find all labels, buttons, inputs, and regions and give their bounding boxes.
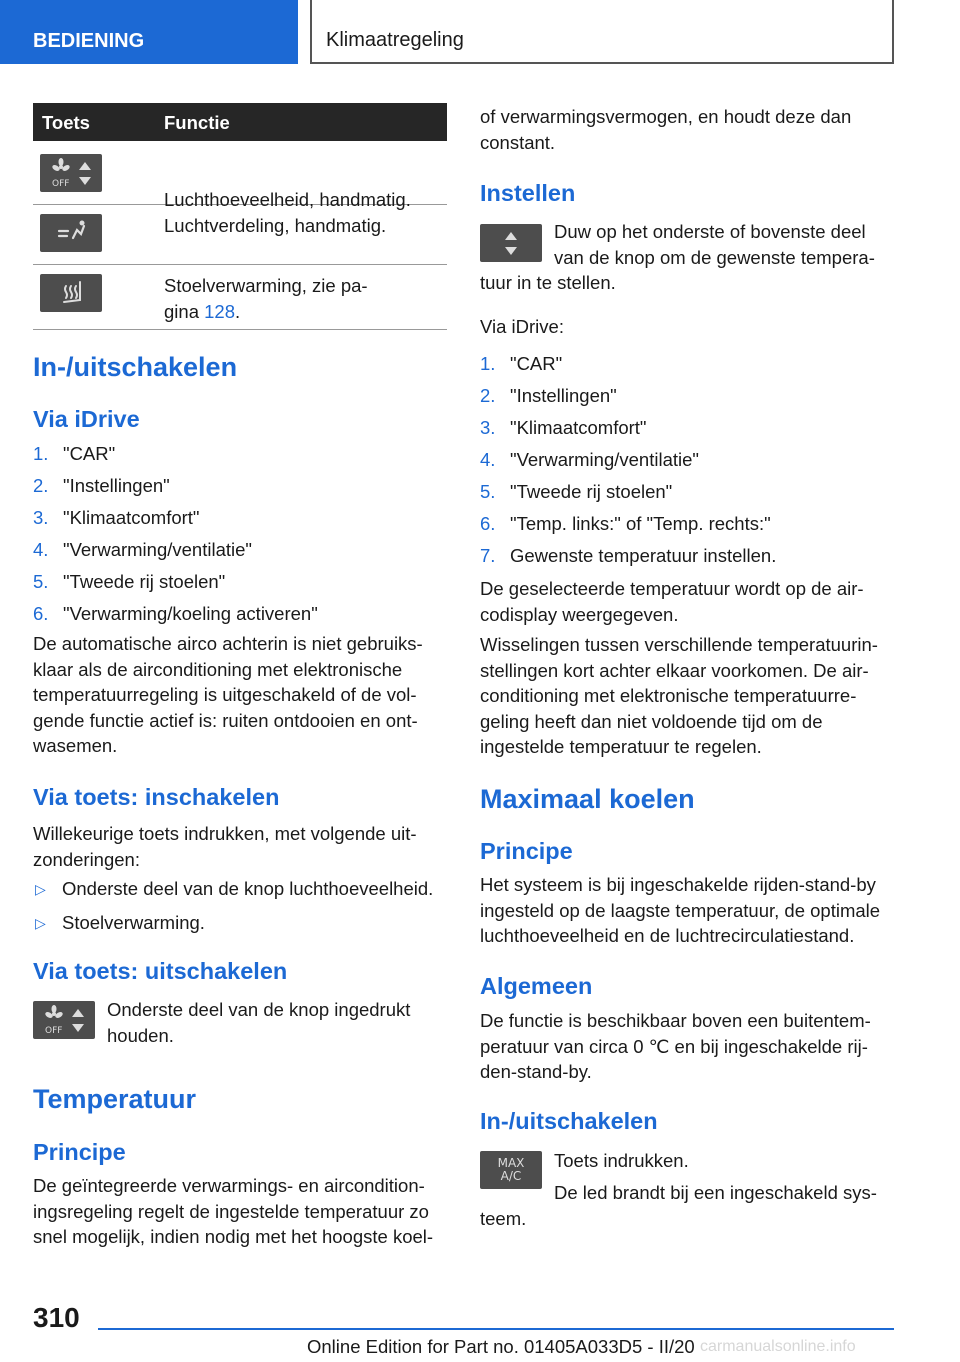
key-function-table [33, 103, 447, 330]
list-item: 7. Gewenste temperatuur instellen. [480, 545, 777, 566]
max-ac-button-icon: MAX A/C [480, 1151, 542, 1189]
heading-via-toets-inschakelen: Via toets: inschakelen [33, 784, 280, 810]
list-item: 6. "Verwarming/koeling activeren" [33, 603, 318, 624]
heading-in-uitschakelen: In-/uitschakelen [480, 1108, 658, 1134]
via-idrive-label: Via iDrive: [480, 316, 564, 337]
list-item: 4. "Verwarming/ventilatie" [480, 449, 699, 470]
table-cell-text: Luchthoeveelheid, handmatig. [164, 189, 411, 210]
heading-temperatuur: Temperatuur [33, 1084, 197, 1114]
page-number: 310 [33, 1302, 80, 1333]
list-item: ▷ Stoelverwarming. [33, 910, 453, 944]
list-item: 3. "Klimaatcomfort" [33, 507, 200, 528]
idrive-steps-list [480, 351, 896, 575]
paragraph-toets-in: Willekeurige toets indrukken, met volgende uit- zonderingen: [33, 823, 417, 870]
table-row [33, 141, 447, 210]
paragraph-continued: of verwarmingsvermogen, en houdt deze dan constant. [480, 106, 852, 153]
paragraph-wisselingen: Wisselingen tussen verschillende temperatuurin- stellingen kort achter elkaar voorkomen. De air- conditioning met elektronische temperatuurre- geling heeft dan niet voldoende tijd om de ingestelde temperatuur te regelen. [480, 634, 878, 757]
heading-via-idrive: Via iDrive [33, 406, 140, 432]
section-tab [0, 0, 298, 64]
heading-in-uitschakelen: In-/uitschakelen [33, 352, 238, 382]
edition-footer: Online Edition for Part no. 01405A033D5 - II/20 [307, 1336, 695, 1357]
list-item: 6. "Temp. links:" of "Temp. rechts:" [480, 513, 771, 534]
seat-heating-icon [40, 274, 102, 312]
heading-algemeen: Algemeen [480, 973, 593, 999]
list-item: ▷ Onderste deel van de knop luchthoeveelheid. [33, 876, 453, 910]
fan-off-updown-icon [33, 1001, 95, 1039]
paragraph-instellen-b: tuur in te stellen. [480, 272, 616, 293]
paragraph-instellen-a: Duw op het onderste of bovenste deel van de knop om de gewenste tempera- [554, 221, 875, 268]
paragraph-principe: De geïntegreerde verwarmings- en aircondition- ingsregeling regelt de ingestelde temperatuur zo snel mogelijk, indien nodig met het hoogste koel- [33, 1175, 434, 1247]
paragraph-display: De geselecteerde temperatuur wordt op de air- codisplay weergegeven. [480, 578, 864, 625]
heading-instellen: Instellen [480, 180, 576, 206]
paragraph-inuit-a: Toets indrukken. De led brandt bij een ingeschakeld sys- [554, 1150, 877, 1203]
svg-text:OFF: OFF [52, 179, 70, 189]
paragraph-principe: Het systeem is bij ingeschakelde rijden-stand-by ingesteld op de laagste temperatuur, de optimale luchthoeveelheid en de luchtrecirculatiestand. [480, 874, 881, 946]
list-item: 5. "Tweede rij stoelen" [480, 481, 673, 502]
table-cell-text: Luchtverdeling, handmatig. [164, 215, 387, 236]
list-item: 1. "CAR" [33, 443, 116, 464]
triangle-bullet-icon: ▷ [35, 881, 46, 897]
list-item: 2. "Instellingen" [33, 475, 170, 496]
watermark: carmanualsonline.info [700, 1338, 856, 1355]
list-item: 5. "Tweede rij stoelen" [33, 571, 226, 592]
exceptions-list [33, 876, 453, 944]
section-title: BEDIENING [33, 30, 145, 52]
list-item: 1. "CAR" [480, 353, 563, 374]
heading-principe: Principe [480, 838, 573, 864]
chapter-tab [310, 0, 894, 64]
footer-divider [98, 1328, 894, 1330]
temperature-updown-icon [480, 224, 542, 262]
triangle-bullet-icon: ▷ [35, 915, 46, 931]
svg-text:OFF: OFF [45, 1026, 63, 1036]
paragraph-airco-rear: De automatische airco achterin is niet gebruiks- klaar als de airconditioning met elektronische temperatuurregeling is uitgeschakeld of de vol- gende functie actief is: ruiten ontdooien en ont- wasemen. [33, 633, 423, 756]
heading-principe: Principe [33, 1139, 126, 1165]
table-row [33, 205, 447, 265]
paragraph-toets-uit: Onderste deel van de knop ingedrukt houden. [107, 999, 411, 1046]
paragraph-inuit-b: teem. [480, 1208, 527, 1229]
table-row [33, 265, 447, 330]
paragraph-algemeen: De functie is beschikbaar boven een buitentem- peratuur van circa 0 ℃ en bij ingeschakelde rij- den-stand-by. [480, 1010, 871, 1082]
table-header-function: Functie [164, 112, 230, 133]
list-item: 4. "Verwarming/ventilatie" [33, 539, 252, 560]
table-cell-text: Stoelverwarming, zie pa- gina 128. [164, 275, 368, 322]
air-distribution-icon [40, 214, 102, 252]
list-item: 3. "Klimaatcomfort" [480, 417, 647, 438]
list-item: 2. "Instellingen" [480, 385, 617, 406]
table-header-key: Toets [42, 112, 90, 133]
page-link[interactable]: 128 [204, 300, 235, 322]
chapter-title: Klimaatregeling [326, 29, 464, 51]
table-header [33, 103, 447, 141]
idrive-steps-list [33, 441, 447, 633]
heading-via-toets-uitschakelen: Via toets: uitschakelen [33, 958, 288, 984]
heading-maximaal-koelen: Maximaal koelen [480, 784, 695, 814]
fan-off-updown-icon [40, 154, 102, 192]
